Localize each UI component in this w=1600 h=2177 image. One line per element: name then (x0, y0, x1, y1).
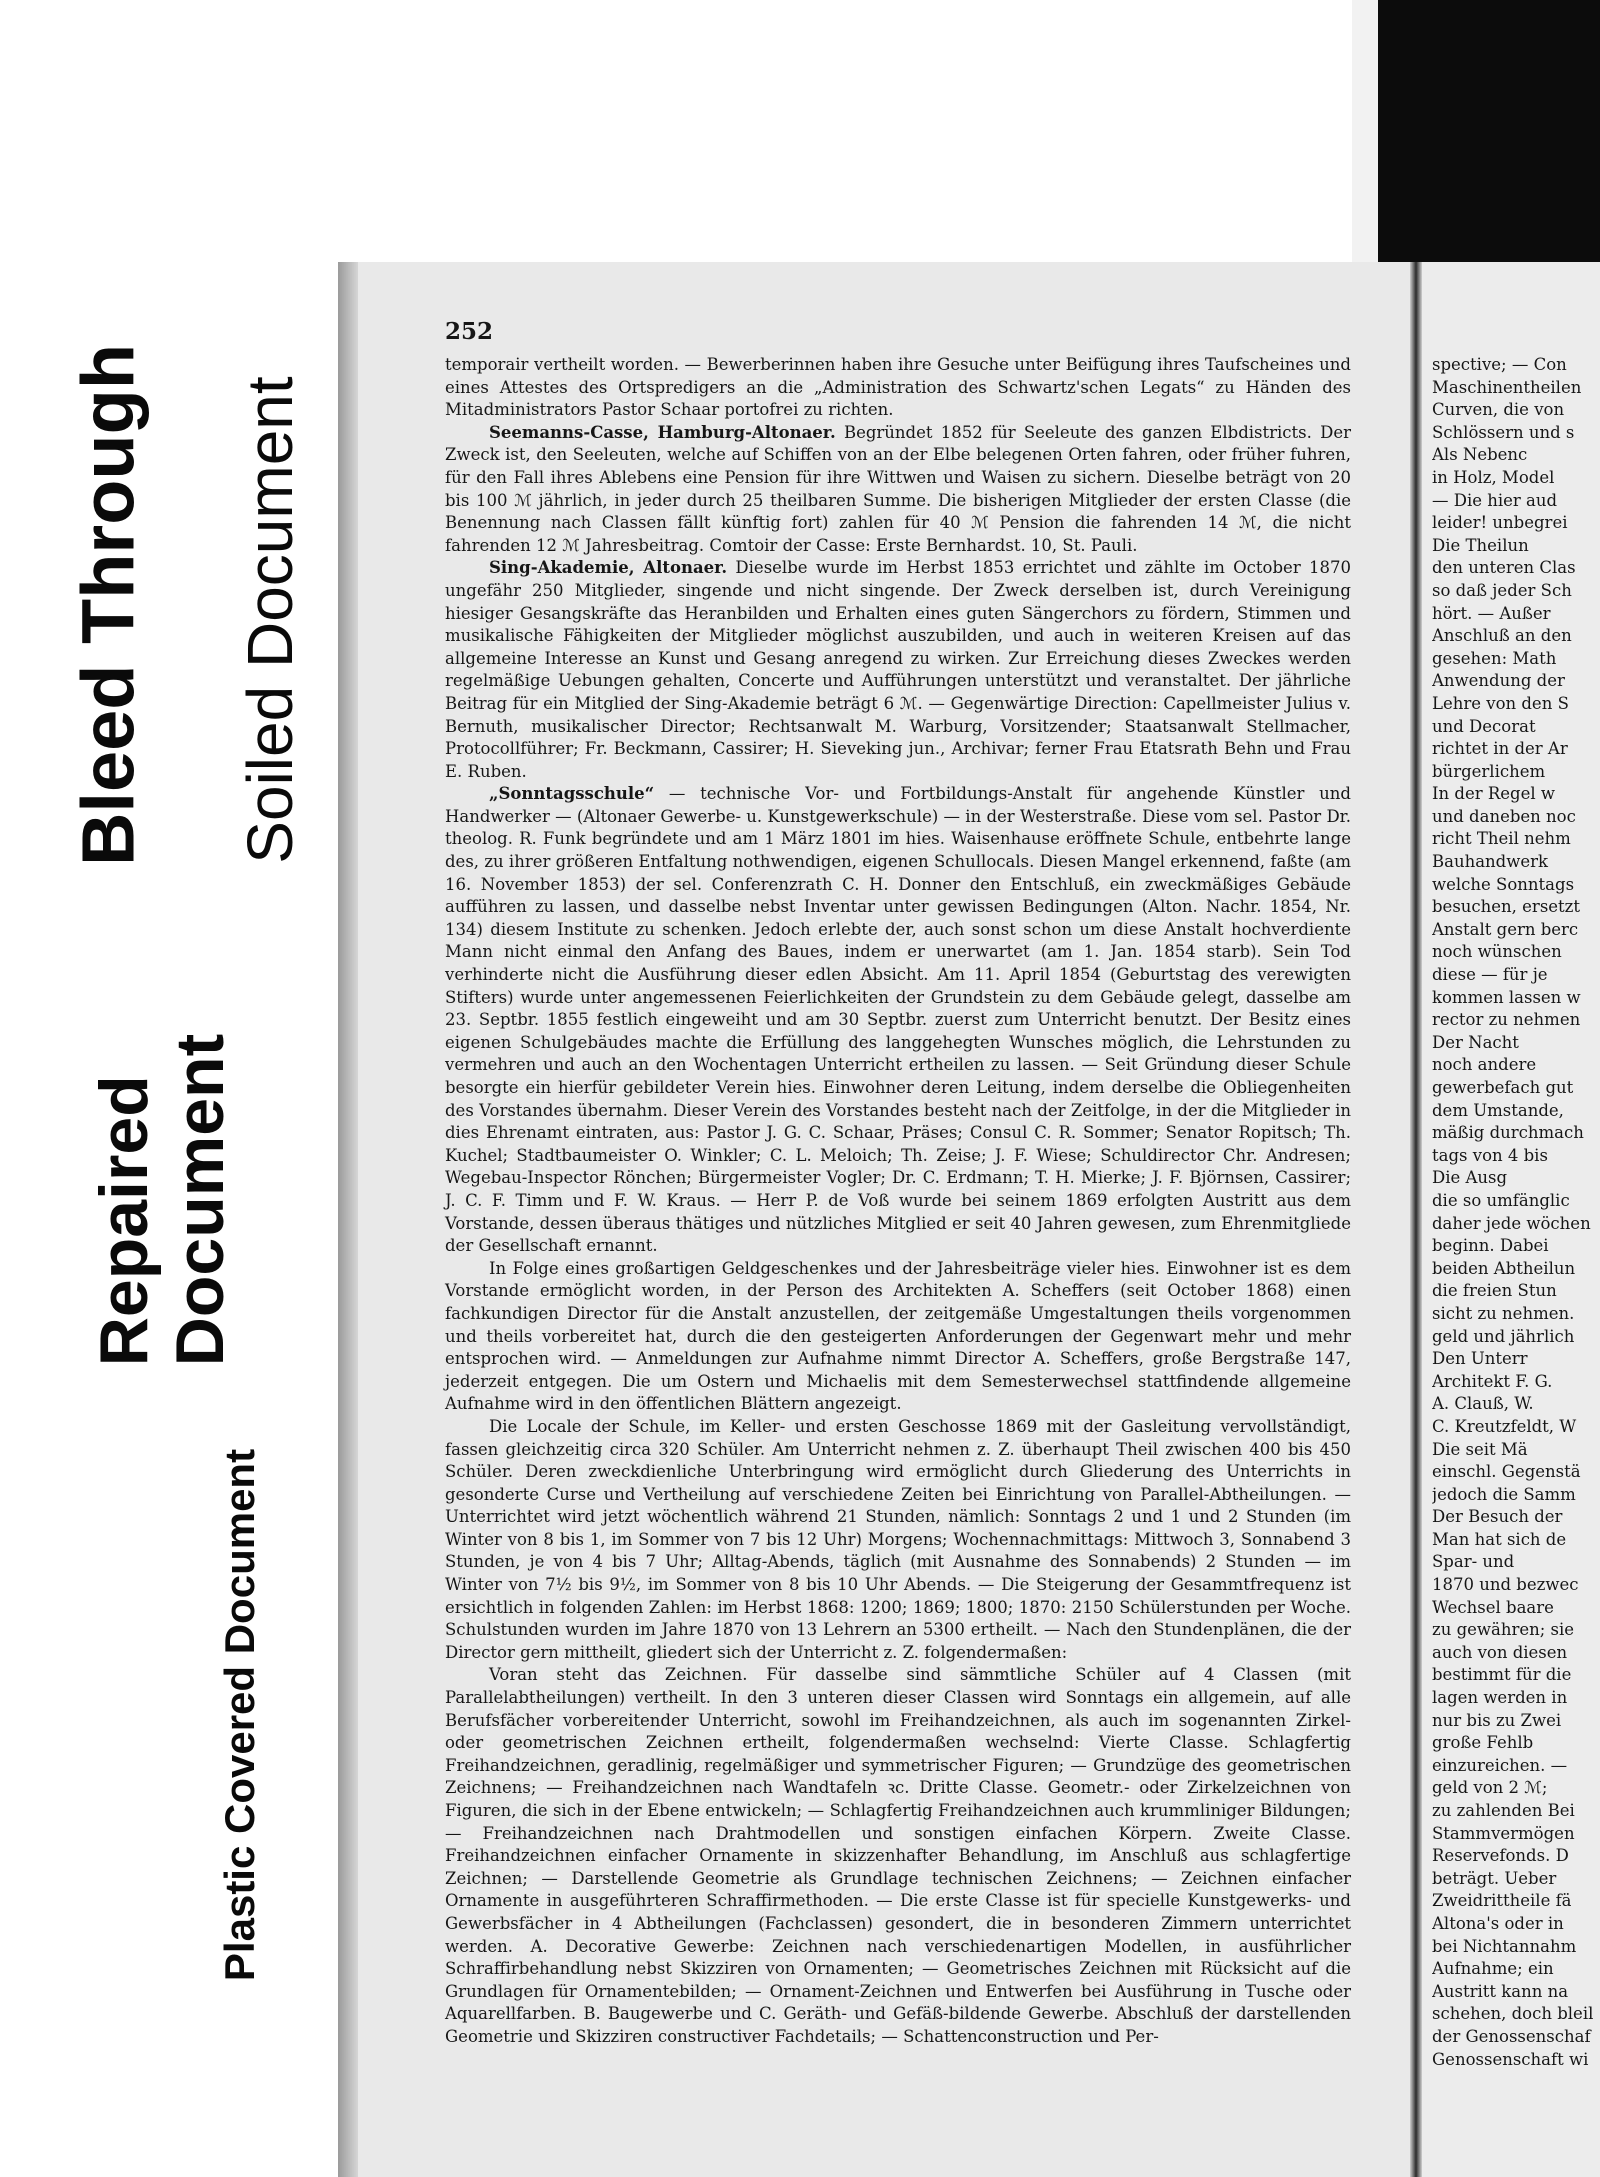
paragraph-heading: „Sonntagsschule“ (489, 784, 655, 804)
facing-page-line: der Genossenschaf (1432, 2026, 1591, 2046)
paragraph-text: In Folge eines großartigen Geldgeschenkes und der Jahresbeiträge vieler hies. Einwohner ist es dem Vorstande ermöglicht worden, in der Person des Architekten A. Scheffers (seit October 1868) einen fachkundigen Director für die Anstalt anzustellen, der zeitgemäße Umgestaltungen theils vorgenommen und theils vorbereitet hat, durch die den gesteigerten Anforderungen der Gegenwart mehr und mehr entsprochen wird. — Anmeldungen zur Aufnahme nimmt Director A. Scheffers, große Bergstraße 147, jederzeit entgegen. Die um Ostern und Michaelis mit dem Semesterwechsel stattfindende allgemeine Aufnahme wird in den öffentlichen Blättern angezeigt. (445, 1258, 1351, 1414)
facing-page-line: die so umfänglic (1432, 1190, 1570, 1210)
label-plastic-covered-text: Plastic Covered Document (216, 1448, 263, 1982)
page-number: 252 (445, 318, 494, 345)
paragraph (445, 422, 1351, 558)
facing-page-line: spective; — Con (1432, 355, 1567, 374)
facing-page (1422, 262, 1600, 2177)
facing-page-line: und daneben noc (1432, 806, 1576, 826)
paragraph-heading: Sing-Akademie, Altonaer. (489, 558, 728, 578)
facing-page-line: große Fehlb (1432, 1733, 1534, 1753)
paragraph-heading: Seemanns-Casse, Hamburg-Altonaer. (489, 422, 836, 442)
paragraph (445, 783, 1351, 1257)
scanner-stripe (1352, 0, 1378, 268)
facing-page-line: geld und jährlich (1432, 1326, 1575, 1346)
paragraph (445, 557, 1351, 783)
facing-page-line: einschl. Gegenstä (1432, 1462, 1581, 1482)
facing-page-line: richt Theil nehm (1432, 829, 1571, 849)
facing-page-line: so daß jeder Sch (1432, 580, 1572, 600)
facing-page-line: Bauhandwerk (1432, 852, 1549, 872)
facing-page-line: leider! unbegrei (1432, 513, 1568, 533)
facing-page-line: Stammvermögen (1432, 1823, 1575, 1843)
facing-page-line: In der Regel w (1432, 784, 1556, 804)
facing-page-line: beginn. Dabei (1432, 1236, 1549, 1256)
facing-page-line: zu gewähren; sie (1432, 1620, 1575, 1640)
facing-page-line: dem Umstande, (1432, 1100, 1564, 1120)
facing-page-line: welche Sonntags (1432, 874, 1575, 894)
facing-page-line: bürgerlichem (1432, 761, 1546, 781)
label-repaired-document (72, 990, 252, 1410)
facing-page-text (1432, 354, 1600, 2071)
paragraph (445, 1416, 1351, 1665)
facing-page-line: Den Unterr (1432, 1349, 1528, 1369)
facing-page-line: Anwendung der (1432, 671, 1565, 691)
facing-page-line: Zweidrittheile fä (1432, 1891, 1572, 1911)
facing-page-line: Anstalt gern berc (1432, 919, 1579, 939)
facing-page-line: besuchen, ersetzt (1432, 897, 1581, 917)
facing-page-line: 1870 und bezwec (1432, 1575, 1579, 1595)
paragraph (445, 1664, 1351, 2048)
facing-page-line: zu zahlenden Bei (1432, 1801, 1575, 1820)
facing-page-line: Anschluß an den (1432, 626, 1572, 646)
facing-page-line: beträgt. Ueber (1432, 1868, 1557, 1888)
facing-page-line: — Die hier aud (1432, 490, 1558, 510)
facing-page-line: geld von 2 ℳ; (1432, 1778, 1548, 1798)
facing-page-line: auch von diesen (1432, 1642, 1568, 1662)
paragraph-text: Begründet 1852 für Seeleute des ganzen Elbdistricts. Der Zweck ist, den Seeleuten, welche auf Schiffen von an der Elbe belegenen Orten fahren, oder früher fuhren, für den Fall ihres Ablebens eine Pension für ihre Wittwen und Waisen zu sichern. Dieselbe beträgt von 20 bis 100 ℳ jährlich, in jeder durch 25 theilbaren Summe. Die bisherigen Mitglieder der ersten Classe (die Benennung nach Classen fällt künftig fort) zahlen für 40 ℳ Pension die fahrenden 14 ℳ, die nicht fahrenden 12 ℳ Jahresbeitrag. Comtoir der Casse: Erste Bernhardst. 10, St. Pauli. (445, 422, 1351, 555)
paragraph-text: — technische Vor- und Fortbildungs-Anstalt für angehende Künstler und Handwerker — (Altonaer Gewerbe- u. Kunstgewerkschule) — in der Westerstraße. Diese vom sel. Pastor Dr. theolog. R. Funk begründete und am 1 März 1801 im hies. Waisenhause eröffnete Schule, entbehrte lange des, zu ihrer größeren Entfaltung nothwendigen, eigenen Schullocals. Diesen Mangel erkennend, faßte (am 16. November 1853) der sel. Conferenzrath C. H. Donner den Entschluß, ein zweckmäßiges Gebäude aufführen zu lassen, und dasselbe nebst Inventar unter gewissen Bedingungen (Alton. Nachr. 1854, Nr. 134) diesem Institute zu schenken. Jedoch erlebte der, auch sonst schon um diese Anstalt hochverdiente Mann nicht einmal den Anfang des Baues, indem er unerwartet (am 1. Jan. 1854 starb). Sein Tod verhinderte nicht die Ausführung dieser edlen Absicht. Am 11. April 1854 (Geburtstag des verewigten Stifters) wurde unter angemessenen Feierlichkeiten der Grundstein zu dem Gebäude gelegt, dasselbe am 23. Septbr. 1855 festlich eingeweiht und am 30 Septbr. zuerst zum Unterricht benutzt. Der Besitz eines eigenen Schulgebäudes machte die Erfüllung des langgehegten Wunsches möglich, die Lehrstunden zu vermehren und auch an den Wochentagen Unterricht ertheilen zu lassen. — Seit Gründung dieser Schule besorgte ein hierfür gebildeter Verein hies. Einwohner deren Leitung, indem derselbe die Obliegenheiten des Vorstandes übernahm. Dieser Verein des Vorstandes besteht nach der Zeitfolge, in der die Mitglieder in dies Ehrenamt eintraten, aus: Pastor J. G. C. Schaar, Präses; Consul C. R. Sommer; Senator Ropitsch; Th. Kuchel; Stadtbaumeister O. Winkler; C. L. Meloich; Th. Zeise; J. F. Wiese; Schuldirector Chr. Andresen; Wegebau-Inspector Rönchen; Bürgermeister Vogler; Dr. C. Erdmann; T. H. Mierke; J. F. Björnsen, Cassirer; J. C. F. Timm und F. W. Kraus. — Herr P. de Voß wurde bei seinem 1869 erfolgten Austritt aus dem Vorstande, dessen überaus thätiges und nützliches Mitglied er seit 40 Jahren gewesen, zum Ehrenmitgliede der Gesellschaft ernannt. (445, 784, 1351, 1256)
facing-page-line: den unteren Clas (1432, 558, 1576, 578)
label-soiled-document (210, 310, 330, 930)
label-plastic-covered-document (200, 1420, 280, 2010)
facing-page-line: mäßig durchmach (1432, 1123, 1584, 1143)
facing-page-line: jedoch die Samm (1432, 1484, 1576, 1504)
facing-page-line: Austritt kann na (1432, 1981, 1569, 2001)
facing-page-line: Reservefonds. D (1432, 1846, 1569, 1866)
facing-page-line: sicht zu nehmen. (1432, 1303, 1575, 1323)
paragraph (445, 1258, 1351, 1416)
label-repaired-line1: Repaired (86, 1075, 162, 1367)
facing-page-line: Maschinentheilen (1432, 377, 1582, 397)
paragraph-text: Dieselbe wurde im Herbst 1853 errichtet und zählte im October 1870 ungefähr 250 Mitglieder, singende und nicht singende. Der Zweck derselben ist, durch Vereinigung hiesiger Gesangskräfte das Heranbilden und Erhalten eines guten Sängerchors zu fördern, Stimmen und musikalische Fähigkeiten der Mitglieder möglichst auszubilden, und auch in weiteren Kreisen auf das allgemeine Interesse an Kunst und Gesang anregend zu wirken. Zur Erreichung dieses Zweckes werden regelmäßige Uebungen gehalten, Concerte und Aufführungen unterstützt und veranstaltet. Der jährliche Beitrag für ein Mitglied der Sing-Akademie beträgt 6 ℳ. — Gegenwärtige Direction: Capellmeister Julius v. Bernuth, musikalischer Director; Rechtsanwalt M. Warburg, Vorsitzender; Staatsanwalt Stellmacher, Protocollführer; Fr. Beckmann, Cassirer; H. Sieveking jun., Archivar; ferner Frau Etatsrath Behn und Frau E. Ruben. (445, 558, 1351, 781)
facing-page-line: nur bis zu Zwei (1432, 1710, 1562, 1730)
facing-page-line: Curven, die von (1432, 400, 1565, 420)
facing-page-line: Spar- und (1432, 1552, 1515, 1572)
label-bleed-through (60, 275, 155, 935)
facing-page-line: bestimmt für die (1432, 1665, 1572, 1685)
label-repaired-document-text (86, 1034, 238, 1366)
facing-page-line: Die seit Mä (1432, 1439, 1528, 1459)
facing-page-line: Architekt F. G. (1432, 1371, 1553, 1391)
facing-page-line: schehen, doch bleil (1432, 2004, 1594, 2024)
label-repaired-line2: Document (162, 1033, 238, 1367)
facing-page-line: Man hat sich de (1432, 1529, 1567, 1549)
facing-page-line: richtet in der Ar (1432, 739, 1568, 759)
paragraph-text: Die Locale der Schule, im Keller- und ersten Geschosse 1869 mit der Gasleitung vervollständigt, fassen gleichzeitig circa 320 Schüler. Am Unterricht nehmen z. Z. überhaupt Theil zwischen 400 bis 450 Schüler. Deren zweckdienliche Unterbringung wird ermöglicht durch Gliederung des Unterrichts in gesonderte Curse und Vertheilung auf verschiedene Zeiten bei Einrichtung von Parallel-Abtheilungen. — Unterrichtet wird jetzt wöchentlich während 21 Stunden, nämlich: Sonntags 2 und 1 und 2 Stunden (im Winter von 8 bis 1, im Sommer von 7 bis 12 Uhr) Morgens; Wochennachmittags: Mittwoch 3, Sonnabend 3 Stunden, je von 4 bis 7 Uhr; Alltag-Abends, täglich (mit Ausnahme des Sonnabends) 2 Stunden — im Winter von 7½ bis 9½, im Sommer von 8 bis 10 Uhr Abends. — Die Steigerung der Gesammtfrequenz ist ersichtlich in folgenden Zahlen: im Herbst 1868: 1200; 1869; 1800; 1870: 2150 Schülerstunden per Woche. Schulstunden wurden im Jahre 1870 von 13 Lehrern an 5300 ertheilt. — Nach den Stundenplänen, die der Director gern mittheilt, gliedert sich der Unterricht z. Z. folgendermaßen: (445, 1416, 1351, 1662)
facing-page-line: einzureichen. — (1432, 1755, 1568, 1775)
label-bleed-through-text: Bleed Through (66, 343, 149, 867)
page-edge-shadow (338, 262, 358, 2177)
label-soiled-document-text: Soiled Document (234, 376, 306, 864)
facing-page-line: gesehen: Math (1432, 648, 1557, 668)
book-gutter (1410, 262, 1422, 2177)
facing-page-line: gewerbefach gut (1432, 1078, 1574, 1097)
facing-page-line: Aufnahme; ein (1432, 1959, 1554, 1979)
facing-page-line: A. Clauß, W. (1432, 1394, 1534, 1414)
facing-page-line: und Decorat (1432, 716, 1536, 736)
facing-page-line: C. Kreutzfeldt, W (1432, 1416, 1577, 1436)
facing-page-line: Wechsel baare (1432, 1597, 1554, 1617)
facing-page-line: Der Besuch der (1432, 1507, 1563, 1527)
facing-page-line: daher jede wöchen (1432, 1213, 1591, 1233)
facing-page-line: beiden Abtheilun (1432, 1258, 1576, 1278)
facing-page-line: kommen lassen w (1432, 987, 1581, 1007)
facing-page-line: die freien Stun (1432, 1281, 1557, 1301)
facing-page-line: Als Nebenc (1432, 445, 1528, 465)
facing-page-line: Die Ausg (1432, 1168, 1508, 1188)
facing-page-line: tags von 4 bis (1432, 1145, 1548, 1165)
facing-page-line: in Holz, Model (1432, 467, 1555, 487)
facing-page-line: Schlössern und s (1432, 422, 1575, 442)
paragraph (445, 354, 1351, 422)
paragraph-text: temporair vertheilt worden. — Bewerberinnen haben ihre Gesuche unter Beifügung ihres Taufscheines und eines Attestes des Ortspredigers an die „Administration des Schwartz'schen Legats“ zu Händen des Mitadministrators Pastor Schaar portofrei zu richten. (445, 355, 1351, 420)
facing-page-line: Der Nacht (1432, 1032, 1519, 1052)
facing-page-line: Genossenschaft wi (1432, 2049, 1589, 2069)
facing-page-line: Die Theilun (1432, 535, 1529, 555)
facing-page-line: hört. — Außer (1432, 603, 1551, 623)
facing-page-line: Lehre von den S (1432, 693, 1569, 713)
facing-page-line: bei Nichtannahm (1432, 1936, 1577, 1956)
facing-page-line: rector zu nehmen (1432, 1010, 1581, 1030)
facing-page-line: lagen werden in (1432, 1688, 1568, 1708)
facing-page-line: noch wünschen (1432, 942, 1562, 962)
facing-page-line: Altona's oder in (1432, 1913, 1564, 1933)
facing-page-line: noch andere (1432, 1055, 1537, 1075)
paragraph-text: Voran steht das Zeichnen. Für dasselbe sind sämmtliche Schüler auf 4 Classen (mit Parallelabtheilungen) vertheilt. In den 3 unteren dieser Classen wird Sonntags ein allgemein, auf alle Berufsfächer vorbereitender Unterricht, sowohl im Freihandzeichnen, als auch im sogenannten Zirkel- oder geometrischen Zeichnen ertheilt, folgendermaßen wechselnd: Vierte Classe. Schlagfertig Freihandzeichnen, geradlinig, regelmäßiger und symmetrischer Figuren; — Grundzüge des geometrischen Zeichnens; — Freihandzeichnen nach Wandtafeln ꝛc. Dritte Classe. Geometr.- oder Zirkelzeichnen von Figuren, die sich in der Ebene entwickeln; — Schlagfertig Freihandzeichnen auch krummliniger Bildungen; — Freihandzeichnen nach Drahtmodellen und sonstigen einfachen Körpern. Zweite Classe. Freihandzeichnen einfacher Ornamente in skizzenhafter Behandlung, im Anschluß aus schlagfertige Zeichnen; — Darstellende Geometrie als Grundlage technischen Zeichnens; — Zeichnen einfacher Ornamente in ausgeführteren Schraffirmethoden. — Die erste Classe ist für specielle Kunstgewerks- und Gewerbsfächer in 4 Abtheilungen (Fachclassen) gesondert, die in besonderen Zimmern unterrichtet werden. A. Decorative Gewerbe: Zeichnen nach verschiedenartigen Modellen, in ausführlicher Schraffirbehandlung nebst Skizziren von Ornamenten; — Geometrisches Zeichnen mit Rücksicht auf die Grundlagen für Ornamentebilden; — Ornament-Zeichnen und Entwerfen bei Ausführung in Tusche oder Aquarellfarben. B. Baugewerbe und C. Geräth- und Gefäß-bildende Gewerbe. Abschluß der darstellenden Geometrie und Skizziren constructiver Fachdetails; — Schattenconstruction und Per- (445, 1665, 1351, 2046)
facing-page-line: diese — für je (1432, 965, 1548, 985)
page-text-column (445, 354, 1351, 2049)
